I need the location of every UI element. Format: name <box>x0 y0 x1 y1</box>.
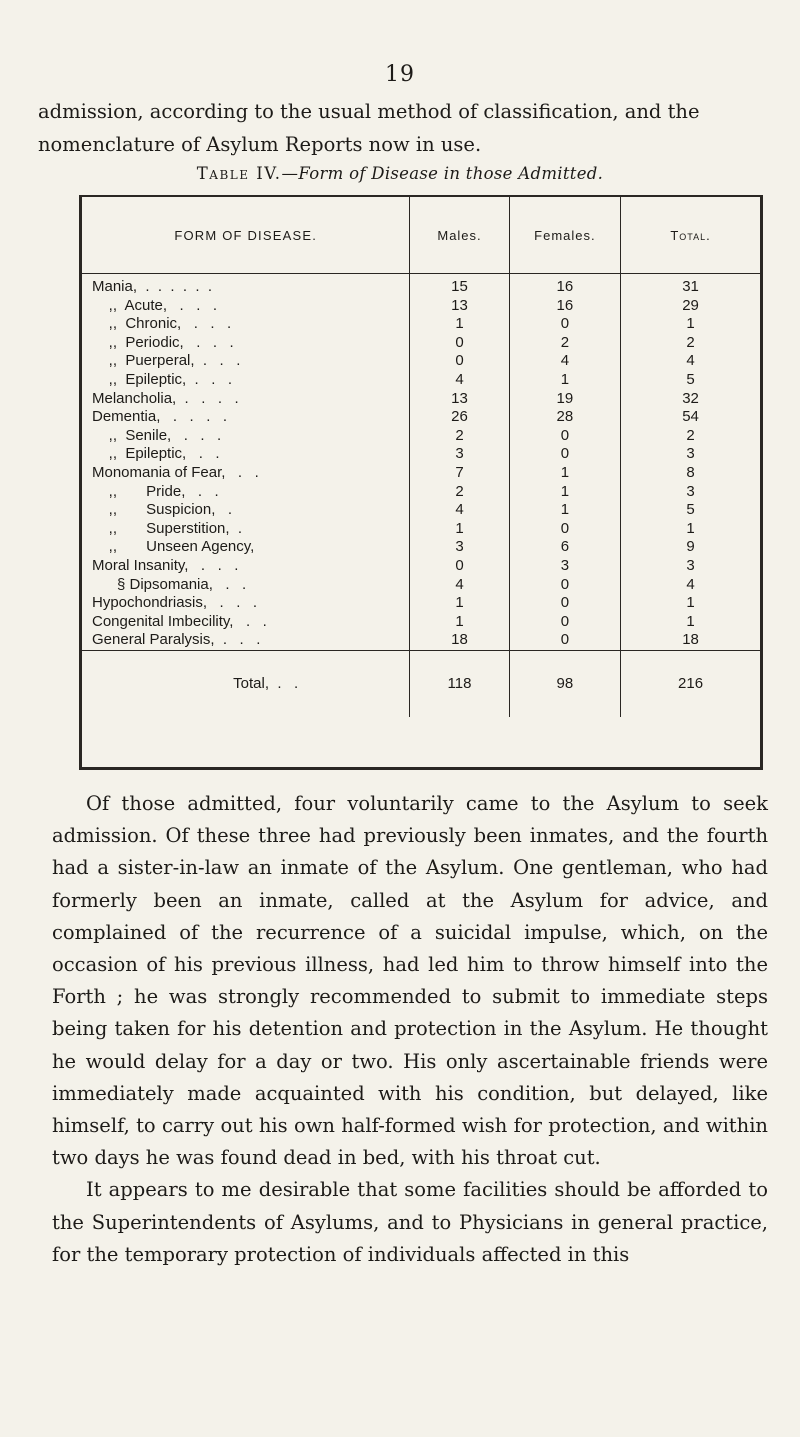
females-cell: 0 <box>509 594 620 613</box>
males-cell: 3 <box>410 538 509 557</box>
females-cell: 4 <box>509 352 620 371</box>
table-row <box>82 352 760 371</box>
table-caption-label: Table IV. <box>196 164 282 183</box>
total-cell: 9 <box>621 538 760 557</box>
disease-name-cell: ,, Chronic, . . . <box>92 315 232 333</box>
males-cell: 4 <box>410 501 509 520</box>
table-row <box>82 427 760 446</box>
males-cell: 2 <box>410 483 509 502</box>
females-cell: 19 <box>509 390 620 409</box>
table-header-row <box>82 197 760 274</box>
total-cell: 18 <box>621 631 760 650</box>
paragraph-admissions: Of those admitted, four voluntarily came to the Asylum to seek admission. Of these three had previously been inmates, and the fourth had a sister-in-law an inmate of the Asylum. One gentleman, who had formerly been an inmate, called at the Asylum for advice, and complained of the recurrence of a suicidal impulse, which, on the occasion of his previous illness, had led him to throw himself into the Forth ; he was strongly recommended to submit to immediate steps being taken for his detention and protection in the Asylum. He thought he would delay for a day or two. His only ascertainable friends were immediately made acquainted with his condition, but delayed, like himself, to carry out his own half-formed wish for protection, and within two days he was found dead in bed, with his throat cut. <box>52 792 768 1170</box>
disease-name-cell: Congenital Imbecility, . . <box>92 612 267 630</box>
disease-name-cell: ,, Unseen Agency, <box>92 538 255 556</box>
disease-name-cell: Mania, . . . . . . <box>92 278 213 295</box>
table-row <box>82 334 760 353</box>
total-cell: 29 <box>621 297 760 316</box>
disease-name-cell: ,, Pride, . . <box>92 482 219 500</box>
header-form-of-disease: FORM OF DISEASE. <box>82 197 410 274</box>
disease-name-cell: ,, Superstition, . <box>92 519 243 537</box>
females-cell: 3 <box>509 557 620 576</box>
females-cell: 6 <box>509 538 620 557</box>
males-cell: 7 <box>410 464 509 483</box>
males-cell: 0 <box>410 352 509 371</box>
males-cell: 13 <box>410 390 509 409</box>
females-cell: 0 <box>509 520 620 539</box>
table-row <box>82 464 760 483</box>
females-cell: 0 <box>509 445 620 464</box>
table-row <box>82 483 760 502</box>
disease-table-frame <box>79 195 763 770</box>
females-cell: 1 <box>509 371 620 390</box>
females-cell: 1 <box>509 483 620 502</box>
total-cell: 4 <box>621 352 760 371</box>
males-cell: 15 <box>410 274 509 297</box>
total-cell: 31 <box>621 274 760 297</box>
males-cell: 4 <box>410 371 509 390</box>
table-row <box>82 594 760 613</box>
grand-total-cell: 216 <box>621 650 760 717</box>
total-cell: 3 <box>621 445 760 464</box>
table-row <box>82 274 760 297</box>
females-cell: 0 <box>509 315 620 334</box>
females-cell: 1 <box>509 464 620 483</box>
table-row <box>82 445 760 464</box>
disease-name-cell: ,, Suspicion, . <box>92 501 233 519</box>
table-row <box>82 501 760 520</box>
table-row <box>82 613 760 632</box>
disease-name-cell: Monomania of Fear, . . <box>92 463 259 481</box>
body-text <box>52 788 768 1271</box>
table-row <box>82 390 760 409</box>
table-row <box>82 631 760 650</box>
females-cell: 16 <box>509 274 620 297</box>
total-cell: 3 <box>621 483 760 502</box>
header-males: Males. <box>410 197 509 274</box>
males-cell: 1 <box>410 594 509 613</box>
males-cell: 26 <box>410 408 509 427</box>
disease-name-cell: Dementia, . . . . <box>92 408 228 426</box>
males-cell: 1 <box>410 613 509 632</box>
males-cell: 3 <box>410 445 509 464</box>
disease-name-cell: § Dipsomania, . . <box>92 575 247 593</box>
disease-name-cell: Melancholia, . . . . <box>92 389 239 407</box>
females-cell: 16 <box>509 297 620 316</box>
total-cell: 54 <box>621 408 760 427</box>
total-cell: 2 <box>621 427 760 446</box>
males-cell: 1 <box>410 315 509 334</box>
total-cell: 2 <box>621 334 760 353</box>
table-row <box>82 576 760 595</box>
females-cell: 0 <box>509 427 620 446</box>
disease-name-cell: Hypochondriasis, . . . <box>92 594 258 612</box>
males-cell: 4 <box>410 576 509 595</box>
table-row <box>82 520 760 539</box>
total-females-cell: 98 <box>509 650 620 717</box>
table-caption-separator: — <box>281 164 299 183</box>
table-row <box>82 315 760 334</box>
disease-name-cell: ,, Periodic, . . . <box>92 333 234 351</box>
females-cell: 0 <box>509 576 620 595</box>
females-cell: 2 <box>509 334 620 353</box>
paragraph-facilities: It appears to me desirable that some facilities should be afforded to the Superintendents of Asylums, and to Physicians in general practice, for the temporary protection of individuals affected in this <box>52 1178 768 1266</box>
females-cell: 0 <box>509 613 620 632</box>
total-cell: 5 <box>621 371 760 390</box>
males-cell: 13 <box>410 297 509 316</box>
disease-name-cell: ,, Puerperal, . . . <box>92 352 241 370</box>
total-males-cell: 118 <box>410 650 509 717</box>
table-row <box>82 371 760 390</box>
disease-name-cell: General Paralysis, . . . <box>92 631 261 649</box>
total-cell: 32 <box>621 390 760 409</box>
males-cell: 0 <box>410 334 509 353</box>
header-total: Total. <box>621 197 760 274</box>
total-cell: 1 <box>621 613 760 632</box>
page-number: 19 <box>385 62 415 87</box>
total-cell: 1 <box>621 315 760 334</box>
disease-name-cell: ,, Epileptic, . . <box>92 445 220 463</box>
males-cell: 0 <box>410 557 509 576</box>
males-cell: 2 <box>410 427 509 446</box>
table-total-row <box>82 650 760 717</box>
table-row <box>82 297 760 316</box>
disease-name-cell: ,, Senile, . . . <box>92 426 222 444</box>
females-cell: 28 <box>509 408 620 427</box>
males-cell: 18 <box>410 631 509 650</box>
females-cell: 0 <box>509 631 620 650</box>
table-row <box>82 538 760 557</box>
intro-paragraph: admission, according to the usual method of classification, and the nomenclature of Asylum Reports now in use. <box>38 100 700 156</box>
total-cell: 4 <box>621 576 760 595</box>
disease-name-cell: ,, Acute, . . . <box>92 296 218 314</box>
total-cell: 1 <box>621 594 760 613</box>
males-cell: 1 <box>410 520 509 539</box>
table-row <box>82 408 760 427</box>
header-females: Females. <box>509 197 620 274</box>
total-cell: 5 <box>621 501 760 520</box>
table-body <box>82 274 760 717</box>
disease-table <box>82 197 760 717</box>
table-caption <box>0 164 800 183</box>
disease-name-cell: ,, Epileptic, . . . <box>92 370 233 388</box>
total-cell: 3 <box>621 557 760 576</box>
disease-name-cell: Moral Insanity, . . . <box>92 556 239 574</box>
females-cell: 1 <box>509 501 620 520</box>
table-caption-title: Form of Disease in those Admitted. <box>298 164 604 183</box>
total-cell: 1 <box>621 520 760 539</box>
total-cell: 8 <box>621 464 760 483</box>
table-row <box>82 557 760 576</box>
total-label-cell: Total, . . <box>82 650 410 717</box>
